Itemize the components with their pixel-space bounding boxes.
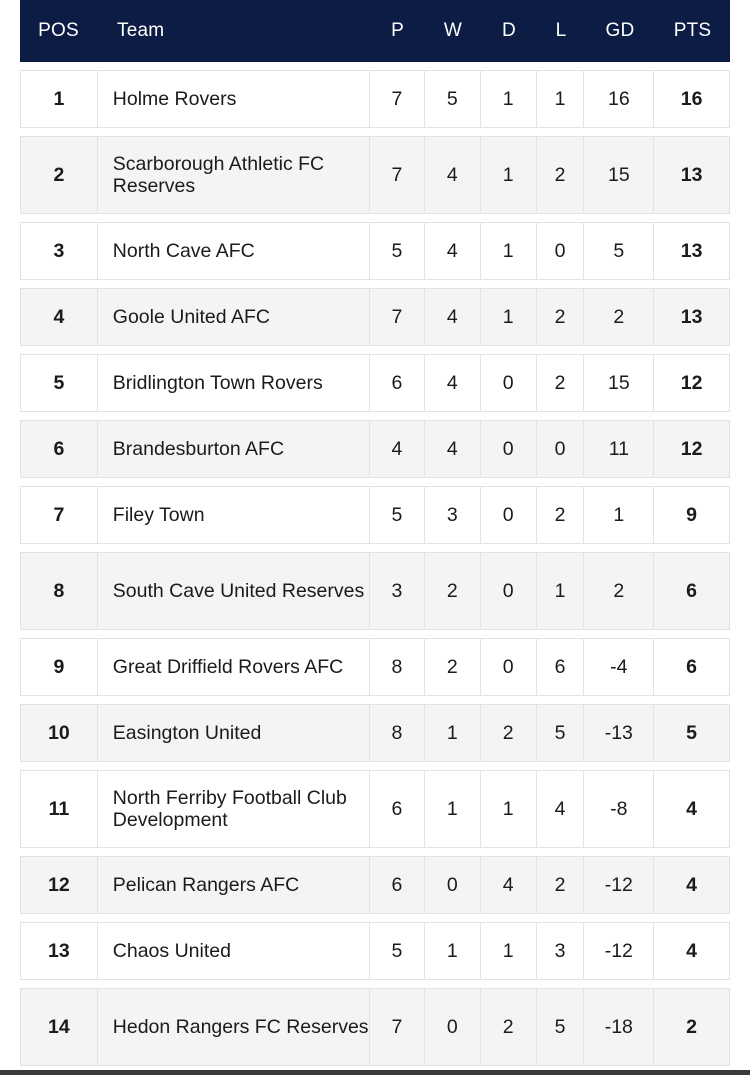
team-name: Hedon Rangers FC Reserves: [98, 989, 370, 1065]
header-points[interactable]: PTS: [673, 20, 712, 41]
table-row[interactable]: [20, 288, 730, 346]
played: 7: [370, 137, 425, 213]
drawn: 0: [481, 355, 537, 411]
team-position: 7: [21, 487, 98, 543]
lost: 2: [537, 355, 585, 411]
drawn: 1: [481, 923, 537, 979]
table-row[interactable]: [20, 988, 730, 1066]
team-name: Scarborough Athletic FC Reserves: [98, 137, 370, 213]
league-table: [20, 0, 730, 1066]
goal-difference: -18: [584, 989, 654, 1065]
team-position: 9: [21, 639, 98, 695]
table-header: [20, 0, 730, 62]
won: 0: [425, 857, 481, 913]
points: 13: [680, 305, 703, 328]
team-name: Bridlington Town Rovers: [98, 355, 370, 411]
team-name: North Cave AFC: [98, 223, 370, 279]
team-name: South Cave United Reserves: [98, 553, 370, 629]
lost: 2: [537, 487, 585, 543]
points: 13: [680, 163, 703, 186]
lost: 5: [537, 705, 585, 761]
table-row[interactable]: [20, 420, 730, 478]
played: 7: [370, 989, 425, 1065]
goal-difference: 5: [584, 223, 654, 279]
team-position: 10: [21, 705, 98, 761]
won: 2: [425, 553, 481, 629]
team-position: 14: [21, 989, 98, 1065]
won: 4: [425, 355, 481, 411]
won: 4: [425, 421, 481, 477]
points: 12: [680, 437, 703, 460]
lost: 2: [537, 857, 585, 913]
team-position: 3: [21, 223, 98, 279]
points: 6: [686, 655, 698, 678]
team-position: 12: [21, 857, 98, 913]
table-row[interactable]: [20, 704, 730, 762]
points: 16: [680, 87, 703, 110]
header-drawn[interactable]: D: [502, 20, 516, 41]
team-position: 2: [21, 137, 98, 213]
drawn: 2: [481, 989, 537, 1065]
goal-difference: -13: [584, 705, 654, 761]
played: 6: [370, 857, 425, 913]
played: 5: [370, 487, 425, 543]
team-name: Goole United AFC: [98, 289, 370, 345]
drawn: 0: [481, 487, 537, 543]
header-pos[interactable]: POS: [38, 20, 79, 41]
lost: 5: [537, 989, 585, 1065]
won: 2: [425, 639, 481, 695]
team-name: Great Driffield Rovers AFC: [98, 639, 370, 695]
drawn: 1: [481, 71, 537, 127]
won: 4: [425, 289, 481, 345]
won: 5: [425, 71, 481, 127]
table-row[interactable]: [20, 486, 730, 544]
goal-difference: 15: [584, 137, 654, 213]
points: 6: [686, 579, 698, 602]
lost: 2: [537, 137, 585, 213]
drawn: 1: [481, 137, 537, 213]
played: 7: [370, 289, 425, 345]
team-position: 6: [21, 421, 98, 477]
played: 6: [370, 771, 425, 847]
header-team[interactable]: Team: [117, 20, 165, 41]
goal-difference: -12: [584, 857, 654, 913]
won: 1: [425, 771, 481, 847]
team-name: Easington United: [98, 705, 370, 761]
lost: 1: [537, 71, 585, 127]
drawn: 0: [481, 639, 537, 695]
header-played[interactable]: P: [391, 20, 404, 41]
goal-difference: -12: [584, 923, 654, 979]
team-name: North Ferriby Football Club Development: [98, 771, 370, 847]
won: 0: [425, 989, 481, 1065]
played: 8: [370, 705, 425, 761]
bottom-divider: [0, 1070, 750, 1075]
team-position: 1: [21, 71, 98, 127]
points: 4: [686, 939, 698, 962]
goal-difference: 2: [584, 553, 654, 629]
drawn: 2: [481, 705, 537, 761]
played: 4: [370, 421, 425, 477]
drawn: 1: [481, 771, 537, 847]
goal-difference: 15: [584, 355, 654, 411]
points: 2: [686, 1015, 698, 1038]
table-row[interactable]: [20, 222, 730, 280]
drawn: 0: [481, 553, 537, 629]
won: 4: [425, 223, 481, 279]
team-name: Filey Town: [98, 487, 370, 543]
team-name: Chaos United: [98, 923, 370, 979]
table-row[interactable]: [20, 922, 730, 980]
goal-difference: -4: [584, 639, 654, 695]
table-row[interactable]: [20, 70, 730, 128]
lost: 1: [537, 553, 585, 629]
drawn: 1: [481, 223, 537, 279]
team-position: 11: [21, 771, 98, 847]
won: 1: [425, 923, 481, 979]
goal-difference: 16: [584, 71, 654, 127]
goal-difference: -8: [584, 771, 654, 847]
table-row[interactable]: [20, 552, 730, 630]
table-row[interactable]: [20, 136, 730, 214]
points: 12: [680, 371, 703, 394]
drawn: 1: [481, 289, 537, 345]
header-lost[interactable]: L: [555, 20, 567, 41]
team-name: Brandesburton AFC: [98, 421, 370, 477]
table-row[interactable]: [20, 354, 730, 412]
team-position: 13: [21, 923, 98, 979]
table-row[interactable]: [20, 638, 730, 696]
played: 6: [370, 355, 425, 411]
drawn: 0: [481, 421, 537, 477]
team-position: 5: [21, 355, 98, 411]
lost: 4: [537, 771, 585, 847]
team-name: Holme Rovers: [98, 71, 370, 127]
lost: 0: [537, 421, 585, 477]
lost: 2: [537, 289, 585, 345]
points: 4: [686, 797, 698, 820]
team-name: Pelican Rangers AFC: [98, 857, 370, 913]
table-row[interactable]: [20, 770, 730, 848]
goal-difference: 11: [584, 421, 654, 477]
played: 5: [370, 223, 425, 279]
points: 5: [686, 721, 698, 744]
team-position: 8: [21, 553, 98, 629]
played: 3: [370, 553, 425, 629]
drawn: 4: [481, 857, 537, 913]
lost: 3: [537, 923, 585, 979]
lost: 6: [537, 639, 585, 695]
won: 4: [425, 137, 481, 213]
played: 7: [370, 71, 425, 127]
points: 9: [686, 503, 698, 526]
team-position: 4: [21, 289, 98, 345]
goal-difference: 1: [584, 487, 654, 543]
points: 4: [686, 873, 698, 896]
points: 13: [680, 239, 703, 262]
lost: 0: [537, 223, 585, 279]
played: 8: [370, 639, 425, 695]
header-goal-difference[interactable]: GD: [605, 20, 635, 41]
table-body: [20, 70, 730, 1066]
table-row[interactable]: [20, 856, 730, 914]
header-won[interactable]: W: [443, 20, 463, 41]
goal-difference: 2: [584, 289, 654, 345]
played: 5: [370, 923, 425, 979]
won: 1: [425, 705, 481, 761]
won: 3: [425, 487, 481, 543]
